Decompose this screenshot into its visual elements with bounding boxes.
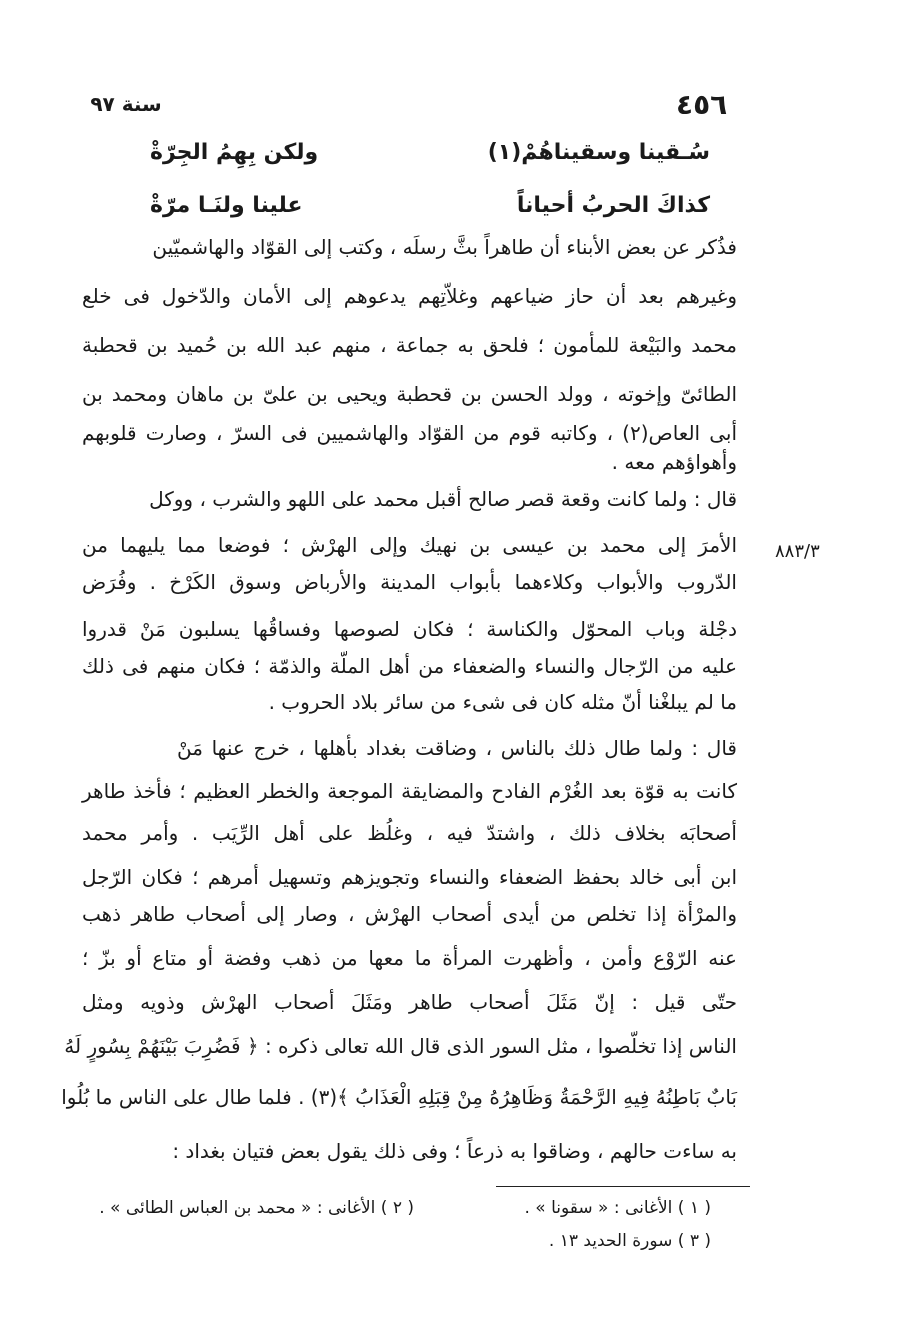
body-line: والمرْأة إذا تخلص من أيدى أصحاب الهرْش ، وصار إلى أصحاب طاهر ذهب — [82, 902, 737, 926]
body-line: ابن أبى خالد بحفظ الضعفاء والنساء وتجويزهم وتسهيل أمرهم ؛ فكان الرّجل — [82, 865, 737, 889]
body-line: محمد والبَيْعة للمأمون ؛ فلحق به جماعة ، منهم عبد الله بن حُميد بن قحطبة — [82, 333, 737, 357]
poem-verse — [150, 140, 710, 174]
footnote-3: ( ٣ ) سورة الحديد ١٣ . — [548, 1231, 711, 1251]
body-line: بَابٌ بَاطِنُهُ فِيهِ الرَّحْمَةُ وَظَاهِرُهُ مِنْ قِبَلِهِ الْعَذَابُ ﴾(٣) . فلما طال على الناس ما بُلُوا — [61, 1085, 737, 1109]
body-line: الناس إذا تخلّصوا ، مثل السور الذى قال الله تعالى ذكره : ﴿ فَضُرِبَ بَيْنَهُمْ بِسُورٍ لَهُ — [64, 1034, 737, 1058]
poem-hemistich-second: ولكن بِهِمُ الجِرّةْ — [150, 140, 319, 165]
footnote-2: ( ٢ ) الأغانى : « محمد بن العباس الطائى » . — [99, 1198, 414, 1218]
body-line: عليه من الرّجال والنساء والضعفاء من أهل الملّة والذمّة ؛ فكان منهم فى ذلك — [82, 654, 737, 678]
body-line: الدّروب والأبواب وكلاءهما بأبواب المدينة والأرباض وسوق الكَرْخ . وفُرَض — [82, 570, 737, 594]
body-line: قال : ولما كانت وقعة قصر صالح أقبل محمد على اللهو والشرب ، ووكل — [149, 487, 737, 511]
body-line: قال : ولما طال ذلك بالناس ، وضاقت بغداد بأهلها ، خرج عنها مَنْ — [177, 736, 737, 760]
poem-hemistich-second: علينا ولنَـا مرّةْ — [150, 193, 303, 218]
margin-reference: ٨٨٣/٣ — [775, 541, 820, 562]
body-line: وأهواؤهم معه . — [611, 450, 737, 474]
footnote-divider — [496, 1186, 750, 1187]
poem-hemistich-first: كذاكَ الحربُ أحياناً — [516, 193, 710, 218]
body-line: وغيرهم بعد أن حاز ضياعهم وغلاّتِهم يدعوهم إلى الأمان والدّخول فى خلع — [82, 284, 737, 308]
page-number: ٤٥٦ — [676, 88, 728, 121]
footnote-1: ( ١ ) الأغانى : « سقونا » . — [524, 1198, 711, 1218]
body-line: ما لم يبلغْنا أنّ مثله كان فى شىء من سائر بلاد الحروب . — [268, 690, 737, 714]
body-line: الأمرَ إلى محمد بن عيسى بن نهيك وإلى الهرْش ؛ فوضعا مما يليهما من — [82, 533, 737, 557]
poem-hemistich-first: سُـقينا وسقيناهُمْ(١) — [487, 140, 710, 165]
body-line: حتّى قيل : إنّ مَثَلَ أصحاب طاهر ومَثَلَ أصحاب الهرْش وذويه ومثل — [82, 990, 737, 1014]
body-line: به ساءت حالهم ، وضاقوا به ذرعاً ؛ وفى ذلك يقول بعض فتيان بغداد : — [172, 1139, 737, 1163]
body-line: عنه الرّوْع وأمن ، وأظهرت المرأة ما معها من ذهب وفضة أو متاع أو بزّ ؛ — [82, 946, 737, 970]
body-line: أبى العاص(٢) ، وكاتبه قوم من القوّاد والهاشميين فى السرّ ، وصارت قلوبهم — [82, 421, 737, 445]
body-line: فذُكر عن بعض الأبناء أن طاهراً بثَّ رسلَه ، وكتب إلى القوّاد والهاشميّين — [152, 235, 737, 259]
body-line: كانت به قوّة بعد الغُرْم الفادح والمضايقة الموجعة والخطر العظيم ؛ فأخذ طاهر — [82, 779, 737, 803]
poem-verse — [150, 193, 710, 227]
running-head-year: سنة ٩٧ — [90, 92, 162, 116]
body-line: أصحابَه بخلاف ذلك ، واشتدّ فيه ، وغلُظ على أهل الرِّيَب . وأمر محمد — [82, 821, 737, 845]
body-line: دجْلة وباب المحوّل والكناسة ؛ فكان لصوصها وفساقُها يسلبون مَنْ قدروا — [82, 617, 737, 641]
body-line: الطائىّ وإخوته ، وولد الحسن بن قحطبة ويحيى بن علىّ بن ماهان ومحمد بن — [82, 382, 737, 406]
